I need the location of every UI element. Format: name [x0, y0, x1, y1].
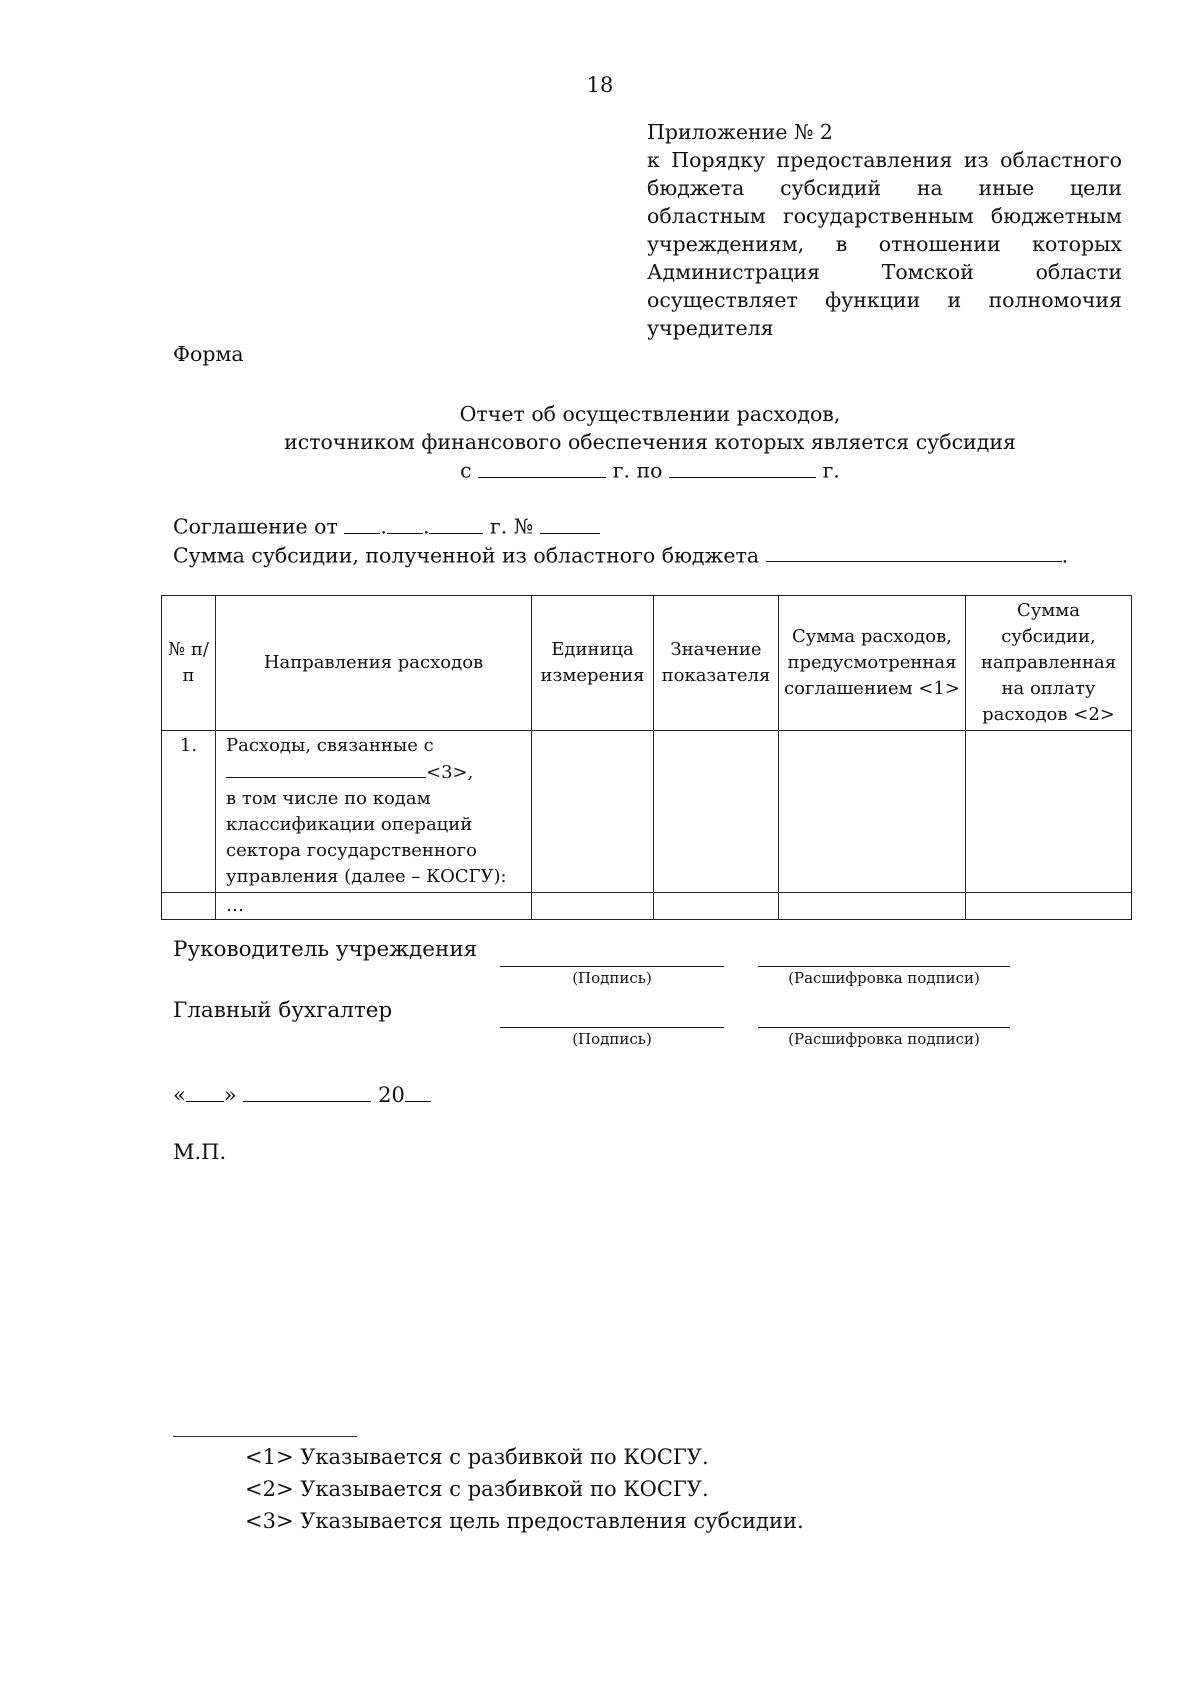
appendix-body: к Порядку предоставления из областного бюджета субсидий на иные цели областным государственным бюджетным учреждениям, в отношении которых Администрация Томской области осуществляет функции и полномочия учредителя	[647, 148, 1122, 340]
appendix-title: Приложение № 2	[647, 120, 833, 144]
date-year-prefix: 20	[378, 1083, 405, 1107]
footnote-1: <1> Указывается с разбивкой по КОСГУ.	[245, 1445, 709, 1469]
agreement-number-blank	[540, 512, 600, 534]
report-period	[0, 456, 1200, 485]
footnote-3: <3> Указывается цель предоставления субсидии.	[245, 1509, 804, 1533]
header-agreement-sum: Сумма расходов, предусмотренная соглашением <1>	[779, 596, 966, 731]
date-open-quote: «	[173, 1083, 186, 1107]
period-end-blank	[669, 456, 816, 478]
head-signature-caption: (Подпись)	[572, 969, 652, 987]
agreement-year-suffix: г. №	[490, 514, 534, 539]
header-subsidy-sum: Сумма субсидии, направленная на оплату расходов <2>	[966, 596, 1132, 731]
agreement-line	[173, 512, 1068, 541]
row2-indicator	[654, 893, 779, 920]
row1-note3: <3>,	[426, 762, 474, 783]
report-title	[0, 400, 1200, 485]
row2-direction: …	[216, 893, 532, 920]
row1-indicator	[654, 731, 779, 893]
date-year-blank	[405, 1080, 431, 1102]
row1-purpose-line	[226, 759, 521, 786]
period-end-label: г.	[822, 458, 840, 483]
footnote-separator	[173, 1436, 357, 1437]
agreement-year-blank	[429, 512, 483, 534]
agreement-dot-2: .	[422, 514, 430, 539]
header-unit: Единица измерения	[532, 596, 654, 731]
head-decryption-line	[758, 966, 1010, 967]
row1-unit	[532, 731, 654, 893]
subsidy-sum-label: Сумма субсидии, полученной из областного бюджета	[173, 543, 760, 567]
accountant-signature-label: Главный бухгалтер	[173, 998, 393, 1023]
expense-report-table	[161, 595, 1132, 920]
agreement-day-blank	[344, 512, 380, 534]
row1-agreement-sum	[779, 731, 966, 893]
agreement-month-blank	[387, 512, 423, 534]
period-from-label: с	[460, 458, 472, 483]
table-row	[162, 893, 1132, 920]
date-month-blank	[243, 1080, 371, 1102]
header-direction: Направления расходов	[216, 596, 532, 731]
subsidy-sum-end: .	[1061, 543, 1069, 567]
head-signature-line	[500, 966, 724, 967]
row2-agreement-sum	[779, 893, 966, 920]
footnote-2: <2> Указывается с разбивкой по КОСГУ.	[245, 1477, 709, 1501]
row2-unit	[532, 893, 654, 920]
table-row	[162, 731, 1132, 893]
row1-purpose-blank	[226, 759, 426, 778]
head-signature-label: Руководитель учреждения	[173, 937, 478, 962]
report-title-line1: Отчет об осуществлении расходов,	[459, 402, 841, 426]
accountant-decryption-caption: (Расшифровка подписи)	[788, 1030, 980, 1048]
period-mid-label: г. по	[612, 458, 663, 483]
agreement-prefix: Соглашение от	[173, 514, 338, 539]
row1-direction	[216, 731, 532, 893]
page-number: 18	[586, 73, 614, 97]
agreement-block	[173, 512, 1068, 569]
stamp-place: М.П.	[173, 1140, 227, 1164]
row2-subsidy-sum	[966, 893, 1132, 920]
header-num: № п/п	[162, 596, 216, 731]
subsidy-sum-line	[173, 541, 1068, 570]
row1-text-b: в том числе по кодам классификации операций сектора государственного управления (далее – КОСГУ):	[226, 788, 507, 887]
row1-text-a: Расходы, связанные с	[226, 735, 434, 756]
form-label: Форма	[173, 342, 244, 366]
header-indicator: Значение показателя	[654, 596, 779, 731]
accountant-signature-caption: (Подпись)	[572, 1030, 652, 1048]
date-close-quote: »	[223, 1083, 237, 1107]
row1-subsidy-sum	[966, 731, 1132, 893]
appendix-block	[647, 118, 1122, 342]
head-decryption-caption: (Расшифровка подписи)	[788, 969, 980, 987]
accountant-signature-line	[500, 1027, 724, 1028]
agreement-dot-1: .	[380, 514, 387, 539]
subsidy-sum-blank	[766, 541, 1062, 563]
date-day-blank	[186, 1080, 224, 1102]
row1-num: 1.	[162, 731, 216, 893]
accountant-decryption-line	[758, 1027, 1010, 1028]
report-title-line2: источником финансового обеспечения которых является субсидия	[284, 430, 1016, 454]
footnotes	[245, 1441, 804, 1537]
period-start-blank	[478, 456, 606, 478]
date-line	[173, 1080, 431, 1107]
row2-num	[162, 893, 216, 920]
table-header-row	[162, 596, 1132, 731]
